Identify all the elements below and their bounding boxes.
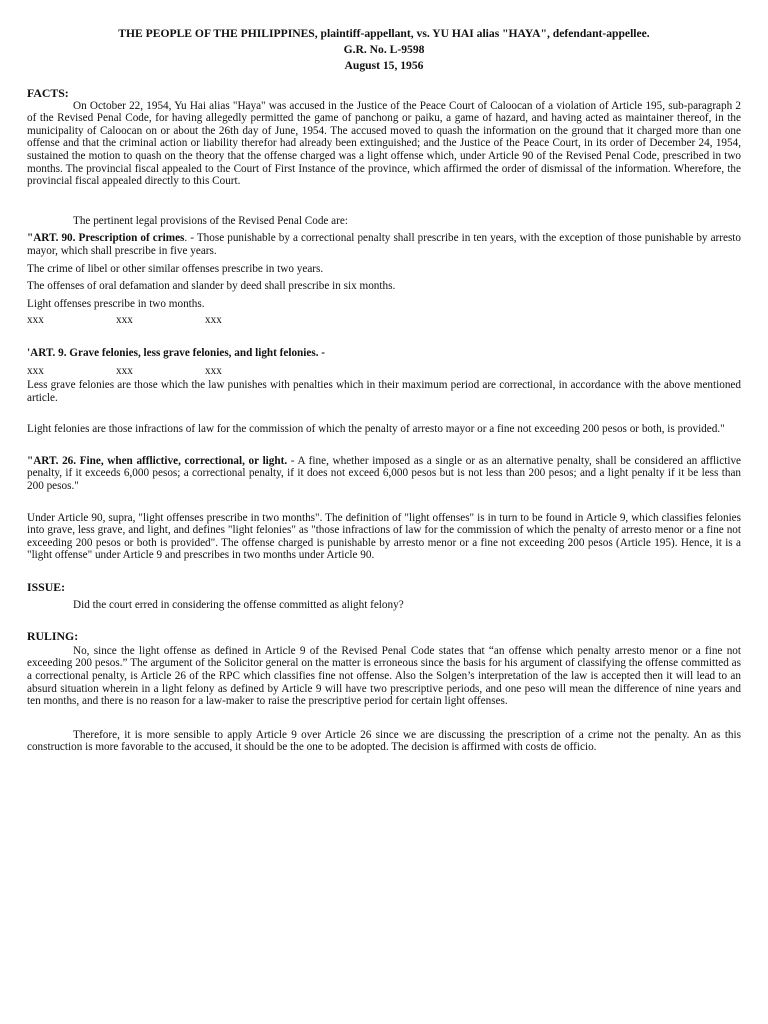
case-date: August 15, 1956 — [344, 59, 424, 72]
omission-mark: xxx — [27, 364, 44, 377]
ruling-paragraph1: No, since the light offense as defined in Article 9 of the Revised Penal Code states that “an offense which penalty arresto menor or a fine not exceeding 200 pesos.” The argument of the Solicitor general on the matter is erroneous since the basis for his argument of classifying the offense committed as a correctional penalty, is Article 26 of the RPC which classifies fine not offense. Also the Solgen’s interpretation of the law is accepted then it will lead to an absurd situation wherein in a light felony as defined by Article 9 will have two prescriptive periods, and one peso will mean the difference of nine years and ten months, and there is no reason for a law-maker to raise the prescriptive period for certain light offenses. — [27, 644, 741, 708]
art90-paragraph — [27, 232, 741, 257]
art90-line4: Light offenses prescribe in two months. — [27, 297, 205, 310]
provisions-intro: The pertinent legal provisions of the Revised Penal Code are: — [73, 214, 348, 227]
art26-text: - A fine, whether imposed as a single or as an alternative penalty, shall be considered an afflictive penalty, if it exceeds 6,000 pesos; a correctional penalty, if it does not exceed 6,000 pesos but is not less than 200 pesos; and a light penalty if it be less than 200 pesos." — [27, 454, 741, 493]
issue-heading: ISSUE: — [27, 580, 66, 595]
facts-paragraph: On October 22, 1954, Yu Hai alias "Haya" was accused in the Justice of the Peace Court of Caloocan of a violation of Article 195, sub-paragraph 2 of the Revised Penal Code, for having allegedly permitted the game of panchong or paiku, a game of hazard, and having acted as maintainer thereof, in the municipality of Caloocan on or about the 26th day of June, 1954. The accused moved to quash the information on the ground that it charged more than one offense and that the criminal action or liability therefor had already been extinguished; and the Justice of the Peace Court, in its order of December 24, 1954, sustained the motion to quash on the theory that the offense charged was a light offense which, under Article 90 of the Revised Penal Code, prescribed in two months. The provincial fiscal appealed to the Court of First Instance of the province, which affirmed the order of dismissal of the information. Wherefore, the provincial fiscal appealed directly to this Court. — [27, 99, 741, 188]
case-number: G.R. No. L-9598 — [343, 43, 425, 56]
ruling-paragraph2: Therefore, it is more sensible to apply Article 9 over Article 26 since we are discussing the prescription of a crime not the penalty. An as this construction is more favorable to the accused, it should be the one to be adopted. The decision is affirmed with costs de officio. — [27, 728, 741, 754]
art90-line2: The crime of libel or other similar offenses prescribe in two years. — [27, 262, 324, 275]
omission-mark: xxx — [27, 314, 44, 327]
art26-title: "ART. 26. Fine, when afflictive, correctional, or light. — [27, 454, 288, 467]
art26-paragraph — [27, 455, 741, 493]
art9-paragraph2: Light felonies are those infractions of law for the commission of which the penalty of arresto mayor or a fine not exceeding 200 pesos or both, is provided." — [27, 423, 725, 436]
art90-text: . - Those punishable by a correctional penalty shall prescribe in ten years, with the exception of those punishable by arresto mayor, which shall prescribe in five years. — [27, 232, 742, 257]
omission-mark: xxx — [116, 364, 133, 377]
facts-heading: FACTS: — [27, 86, 69, 100]
art9-paragraph1: Less grave felonies are those which the law punishes with penalties which in their maximum period are correctional, in accordance with the above mentioned article. — [27, 379, 741, 404]
art90-title: "ART. 90. Prescription of crimes — [27, 232, 185, 245]
art9-title: 'ART. 9. Grave felonies, less grave felonies, and light felonies. - — [27, 346, 326, 359]
ruling-heading: RULING: — [27, 629, 79, 644]
omission-marks — [27, 314, 741, 327]
case-title: THE PEOPLE OF THE PHILIPPINES, plaintiff-appellant, vs. YU HAI alias "HAYA", defendant-appellee. — [118, 27, 650, 40]
issue-text: Did the court erred in considering the offense committed as alight felony? — [73, 598, 404, 611]
art90-line3: The offenses of oral defamation and slander by deed shall prescribe in six months. — [27, 280, 396, 293]
omission-mark: xxx — [116, 314, 133, 327]
omission-mark: xxx — [205, 364, 222, 377]
omission-mark: xxx — [205, 314, 222, 327]
omission-marks — [27, 365, 741, 378]
analysis-paragraph: Under Article 90, supra, "light offenses prescribe in two months". The definition of "light offenses" is in turn to be found in Article 9, which classifies felonies into grave, less grave, and light, and defines "light felonies" as "those infractions of law for the commission of which the penalty of arresto menor or a fine not exceeding 200 pesos or both is provided". The offense charged is punishable by arresto menor or a fine not exceeding 200 pesos (Article 195). Hence, it is a "light offense" under Article 9 and prescribes in two months under Article 90. — [27, 511, 741, 562]
